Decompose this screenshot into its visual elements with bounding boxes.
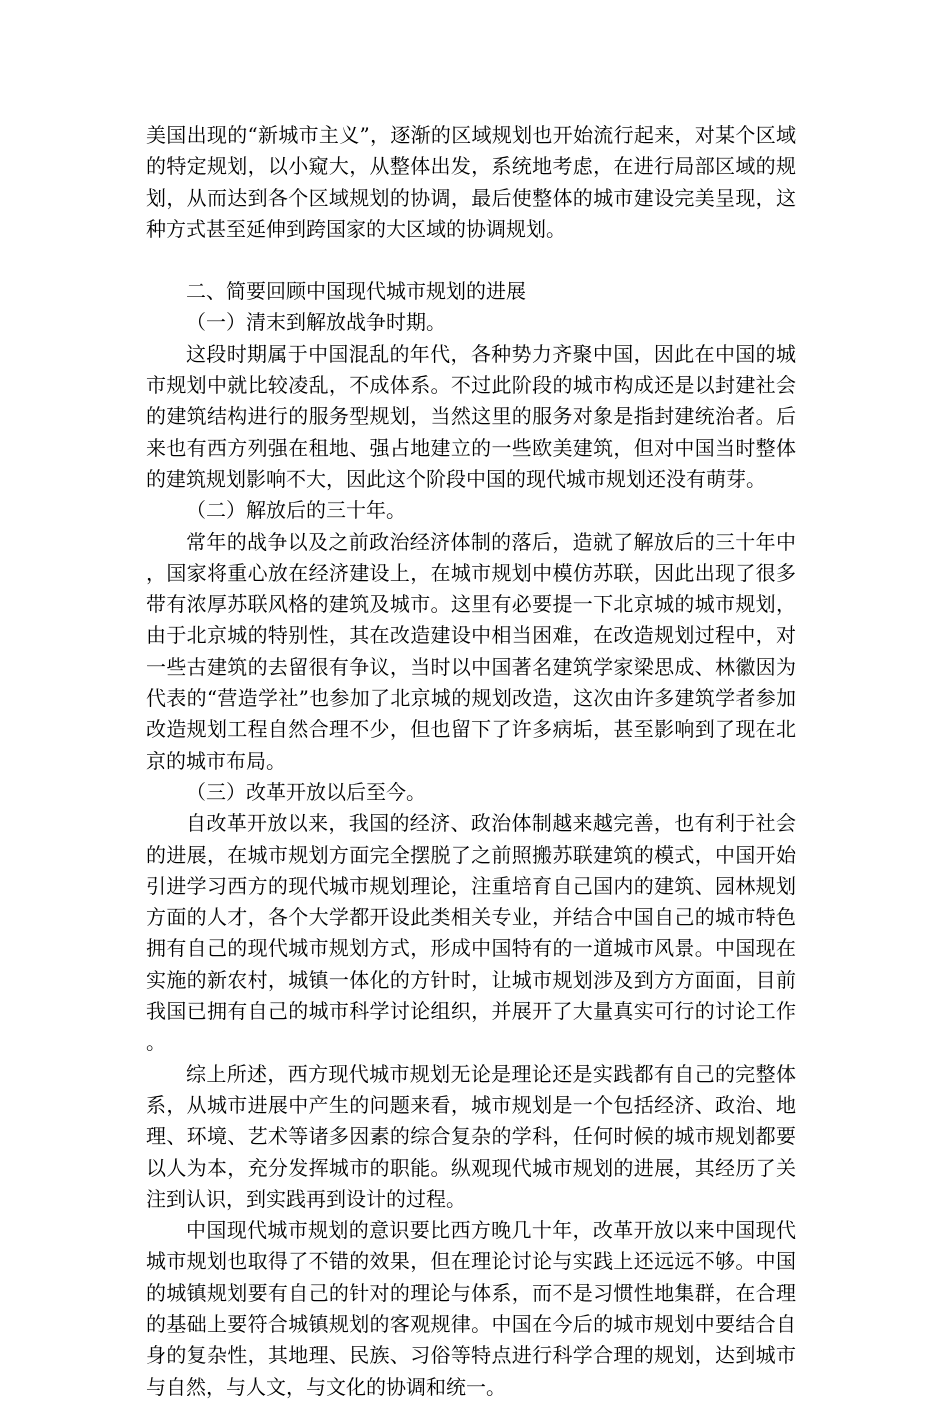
summary-paragraph: 综上所述，西方现代城市规划无论是理论还是实践都有自己的完整体系，从城市进展中产生的问题来看，城市规划是一个包括经济、政治、地理、环境、艺术等诸多因素的综合复杂的学科，任何时候的城市规划都要以人为本，充分发挥城市的职能。纵观现代城市规划的进展，其经历了关注到认识，到实践再到设计的过程。: [146, 1061, 796, 1211]
subsection-heading-3: （三）改革开放以后至今。: [186, 779, 426, 804]
subsection-heading-2: （二）解放后的三十年。: [186, 498, 406, 523]
subsection-paragraph-1: 这段时期属于中国混乱的年代，各种势力齐聚中国，因此在中国的城市规划中就比较凌乱，不成体系。不过此阶段的城市构成还是以封建社会的建筑结构进行的服务型规划，当然这里的服务对象是指封建统治者。后来也有西方列强在租地、强占地建立的一些欧美建筑，但对中国当时整体的建筑规划影响不大，因此这个阶段中国的现代城市规划还没有萌芽。: [146, 341, 796, 491]
subsection-paragraph-3: 自改革开放以来，我国的经济、政治体制越来越完善，也有利于社会的进展，在城市规划方面完全摆脱了之前照搬苏联建筑的模式，中国开始引进学习西方的现代城市规划理论，注重培育自己国内的建筑、园林规划方面的人才，各个大学都开设此类相关专业，并结合中国自己的城市特色拥有自己的现代城市规划方式，形成中国特有的一道城市风景。中国现在实施的新农村，城镇一体化的方针时，让城市规划涉及到方方面面，目前我国已拥有自己的城市科学讨论组织，并展开了大量真实可行的讨论工作。: [146, 811, 796, 1055]
document-page: [146, 120, 796, 1403]
section-heading: 二、简要回顾中国现代城市规划的进展: [186, 279, 526, 304]
closing-paragraph: 中国现代城市规划的意识要比西方晚几十年，改革开放以来中国现代城市规划也取得了不错的效果，但在理论讨论与实践上还远远不够。中国的城镇规划要有自己的针对的理论与体系，而不是习惯性地集群，在合理的基础上要符合城镇规划的客观规律。中国在今后的城市规划中要结合自身的复杂性，其地理、民族、习俗等特点进行科学合理的规划，达到城市与自然，与人文，与文化的协调和统一。: [146, 1218, 796, 1399]
subsection-heading-1: （一）清末到解放战争时期。: [186, 310, 446, 335]
paragraph-spacer: [146, 245, 796, 276]
intro-paragraph: 美国出现的“新城市主义”，逐渐的区域规划也开始流行起来，对某个区域的特定规划，以小窥大，从整体出发，系统地考虑，在进行局部区域的规划，从而达到各个区域规划的协调，最后使整体的城市建设完美呈现，这种方式甚至延伸到跨国家的大区域的协调规划。: [146, 123, 796, 241]
subsection-paragraph-2: 常年的战争以及之前政治经济体制的落后，造就了解放后的三十年中，国家将重心放在经济建设上，在城市规划中模仿苏联，因此出现了很多带有浓厚苏联风格的建筑及城市。这里有必要提一下北京城的城市规划，由于北京城的特别性，其在改造建设中相当困难，在改造规划过程中，对一些古建筑的去留很有争议，当时以中国著名建筑学家梁思成、林徽因为代表的“营造学社”也参加了北京城的规划改造，这次由许多建筑学者参加改造规划工程自然合理不少，但也留下了许多病垢，甚至影响到了现在北京的城市布局。: [146, 529, 796, 773]
